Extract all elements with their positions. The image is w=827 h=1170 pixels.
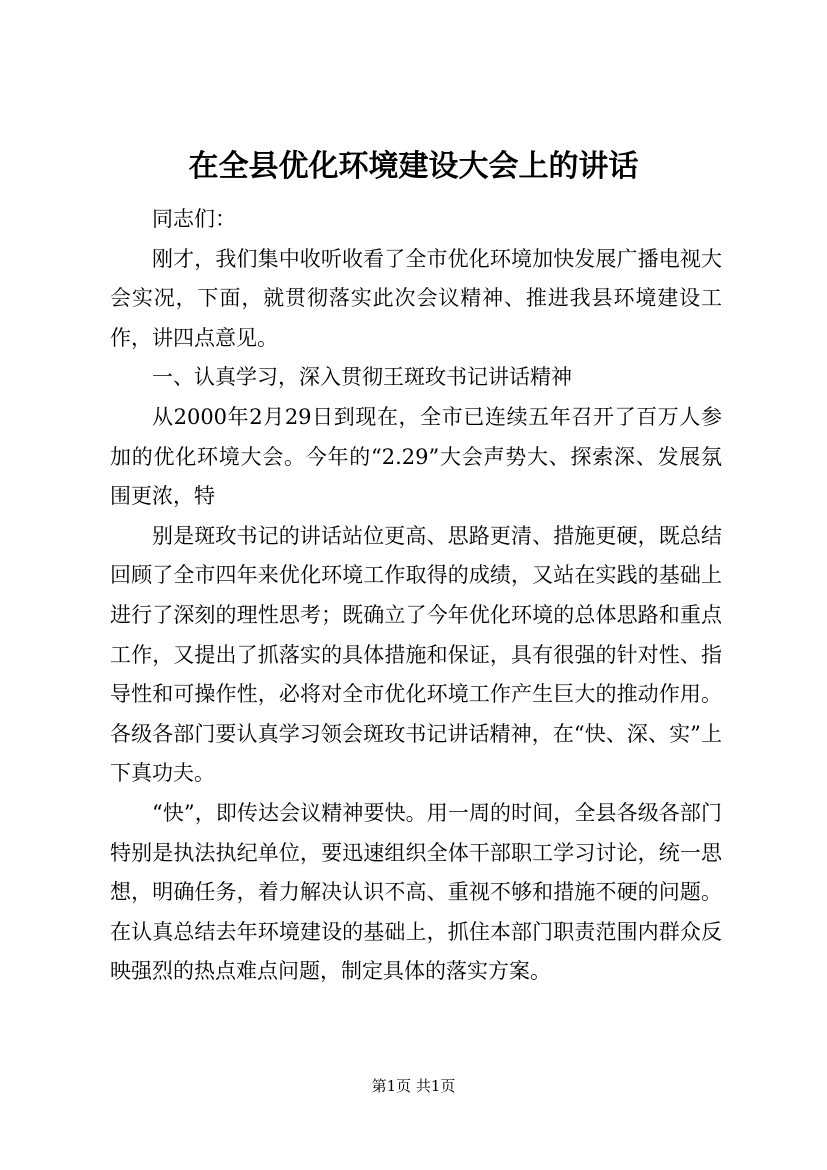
body-paragraph: “快”，即传达会议精神要快。用一周的时间，全县各级各部门特别是执法执纪单位，要迅速组织全体干部职工学习讨论，统一思想，明确任务，着力解决认识不高、重视不够和措施不硬的问题。在认真总结去年环境建设的基础上，抓住本部门职责范围内群众反映强烈的热点难点问题，制定具体的落实方案。 <box>110 800 722 984</box>
body-paragraph: 别是斑玫书记的讲话站位更高、思路更清、措施更硬，既总结回顾了全市四年来优化环境工作取得的成绩，又站在实践的基础上进行了深刻的理性思考；既确立了今年优化环境的总体思路和重点工作，又提出了抓落实的具体措施和保证，具有很强的针对性、指导性和可操作性，必将对全市优化环境工作产生巨大的推动作用。各级各部门要认真学习领会斑玫书记讲话精神，在“快、深、实”上下真功夫。 <box>110 523 722 786</box>
page-number-footer: 第1页 共1页 <box>371 1077 456 1095</box>
document-title: 在全县优化环境建设大会上的讲话 <box>188 149 639 184</box>
section-heading: 一、认真学习，深入贯彻王斑玫书记讲话精神 <box>152 365 572 390</box>
salutation-paragraph: 同志们： <box>152 207 236 231</box>
body-paragraph: 刚才，我们集中收听收看了全市优化环境加快发展广播电视大会实况，下面，就贯彻落实此次会议精神、推进我县环境建设工作，讲四点意见。 <box>110 246 722 350</box>
document-body <box>110 200 722 992</box>
body-paragraph: 从2000年2月29日到现在，全市已连续五年召开了百万人参加的优化环境大会。今年的“2.29”大会声势大、探索深、发展氛围更浓，特 <box>110 404 722 509</box>
